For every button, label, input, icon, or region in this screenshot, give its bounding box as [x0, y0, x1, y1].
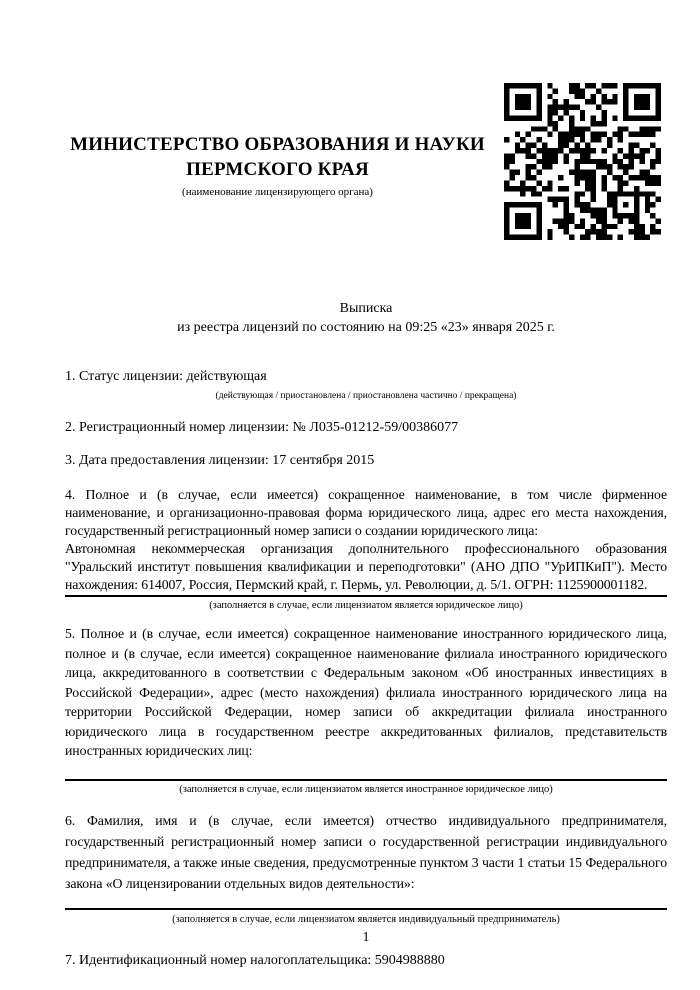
- legal-entity-note: (заполняется в случае, если лицензиатом является юридическое лицо): [209, 600, 523, 611]
- license-status-text: 1. Статус лицензии: действующая: [65, 369, 267, 384]
- fill-line: [65, 779, 667, 781]
- entrepreneur-question: 6. Фамилия, имя и (в случае, если имеется) отчество индивидуального предпринимателя, государственный регистрационный номер записи о государственной регистрации индивидуального предпринимателя, а также иные сведения, предусмотренные пунктом 3 части 1 статьи 15 Федерального закона «О лицензировании отдельных видов деятельности»:: [65, 812, 667, 891]
- document-title-line1: Выписка: [339, 301, 393, 316]
- document-title: [65, 299, 667, 337]
- fill-line: [65, 908, 667, 910]
- item-legal-entity: [65, 486, 667, 612]
- taxpayer-number-text: 7. Идентификационный номер налогоплательщика: 5904988880: [65, 952, 445, 968]
- license-date-text: 3. Дата предоставления лицензии: 17 сентября 2015: [65, 453, 375, 468]
- legal-entity-question: 4. Полное и (в случае, если имеется) сокращенное наименование, в том числе фирменное наименование, и организационно-правовая форма юридического лица, адрес его места нахождения, государственный регистрационный номер записи о создании юридического лица:: [65, 487, 667, 538]
- entrepreneur-note: (заполняется в случае, если лицензиатом является индивидуальный предприниматель): [172, 913, 560, 925]
- item-registration-number: [65, 419, 667, 437]
- document-title-line2: из реестра лицензий по состоянию на 09:25 «23» января 2025 г.: [177, 320, 555, 335]
- foreign-entity-question: 5. Полное и (в случае, если имеется) сокращенное наименование иностранного юридического лица, полное и (в случае, если имеется) сокращенное наименование филиала иностранного юридического лица, аккредитованного в соответствии с Федеральным законом «Об иностранных инвестициях в Российской Федерации», адрес (место нахождения) филиала иностранного юридического лица на территории Российской Федерации, номер записи об аккредитации филиала иностранного юридического лица в государственном реестре аккредитованных филиалов, представительств иностранных юридических лиц:: [65, 626, 667, 758]
- ministry-name-line1: МИНИСТЕРСТВО ОБРАЗОВАНИЯ И НАУКИ: [70, 134, 485, 155]
- legal-entity-answer: Автономная некоммерческая организация дополнительного профессионального образования "Уральский институт повышения квалификации и переподготовки" (АНО ДПО "УрИПКиП"). Место нахождения: 614007, Россия, Пермский край, г. Пермь, ул. Революции, д. 5/1. ОГРН: 1125900001182.: [65, 541, 667, 592]
- fill-line: [65, 595, 667, 597]
- ministry-header: [65, 132, 490, 199]
- qr-code-icon: [504, 83, 661, 240]
- foreign-entity-note: (заполняется в случае, если лицензиатом является иностранное юридическое лицо): [179, 783, 553, 795]
- item-taxpayer-number: [65, 952, 667, 970]
- document-body: [65, 368, 667, 970]
- item-license-status: [65, 368, 667, 403]
- item-foreign-entity: [65, 624, 667, 796]
- item-individual-entrepreneur: [65, 810, 667, 926]
- registration-number-text: 2. Регистрационный номер лицензии: № Л035-01212-59/00386077: [65, 420, 459, 435]
- license-status-note: (действующая / приостановлена / приостановлена частично / прекращена): [215, 391, 517, 401]
- ministry-note: (наименование лицензирующего органа): [182, 186, 373, 198]
- item-license-date: [65, 452, 667, 470]
- ministry-name-line2: ПЕРМСКОГО КРАЯ: [186, 159, 369, 180]
- page-number: 1: [362, 930, 370, 945]
